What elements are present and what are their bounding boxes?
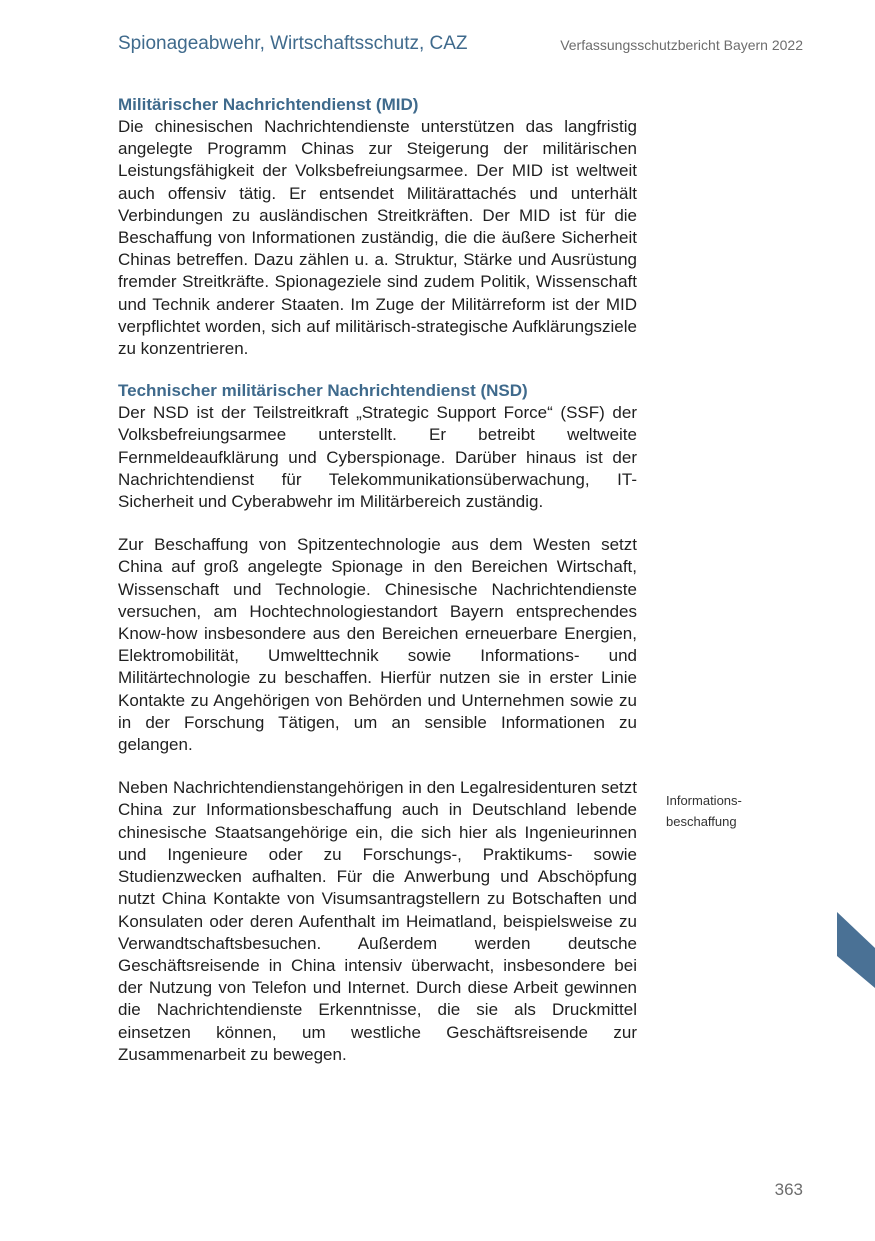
margin-note — [666, 790, 776, 832]
paragraph-informationsbeschaffung: Neben Nachrichtendienstangehörigen in den Legalresidenturen setzt China zur Informationsbeschaffung auch in Deutschland lebende chinesische Staatsangehörige ein, die sich hier als Ingenieurinnen und Ingenieure oder zu Forschungs-, Praktikums- sowie Studienzwecken aufhalten. Für die Anwerbung und Abschöpfung nutzt China Kontakte von Visumsantragstellern zu Botschaften und Konsulaten oder deren Aufenthalt im Heimatland, beispielsweise zu Verwandtschaftsbesuchen. Außerdem werden deutsche Geschäftsreisende in China intensiv überwacht, insbesondere bei der Nutzung von Telefon und Internet. Durch diese Arbeit gewinnen die Nachrichtendienste Erkenntnisse, die sie als Druckmittel einsetzen können, um westliche Geschäftsreisende zur Zusammenarbeit zu bewegen. — [118, 778, 637, 1064]
section-text-mid: Die chinesischen Nachrichtendienste unterstützen das langfristig angelegte Programm Chinas zur Steigerung der militärischen Leistungsfähigkeit der Volksbefreiungsarmee. Der MID ist weltweit auch offensiv tätig. Er entsendet Militärattachés und unterhält Verbindungen zu ausländischen Streitkräften. Der MID ist für die Beschaffung von Informationen zuständig, die die äußere Sicherheit Chinas betreffen. Dazu zählen u. a. Struktur, Stärke und Ausrüstung fremder Streitkräfte. Spionageziele sind zudem Politik, Wissenschaft und Technik anderer Staaten. Im Zuge der Militärreform ist der MID verpflichtet worden, sich auf militärisch-strategische Aufklärungsziele zu konzentrieren. — [118, 117, 637, 359]
page-number: 363 — [774, 1180, 803, 1199]
chapter-edge-tab — [837, 912, 875, 988]
paragraph-spitzentechnologie: Zur Beschaffung von Spitzentechnologie aus dem Westen setzt China auf groß angelegte Spionage in den Bereichen Wirtschaft, Wissenschaft und Technologie. Chinesische Nachrichtendienste versuchen, am Hochtechnologiestandort Bayern entsprechendes Know-how insbesondere aus den Bereichen erneuerbare Energien, Elektromobilität, Umwelttechnik sowie Informations- und Militärtechnologie zu beschaffen. Hierfür nutzen sie in erster Linie Kontakte zu Angehörigen von Behörden und Unternehmen sowie zu in der Forschung Tätigen, um an sensible Informationen zu gelangen. — [118, 535, 637, 755]
margin-note-line-1: Informations- — [666, 793, 742, 808]
section-title-nsd: Technischer militärischer Nachrichtendienst (NSD) — [118, 381, 528, 401]
chapter-title: Spionageabwehr, Wirtschaftsschutz, CAZ — [118, 33, 468, 54]
main-content — [118, 94, 637, 1066]
chapter-edge-tab-shape — [837, 912, 875, 988]
margin-note-line-2: beschaffung — [666, 814, 737, 829]
section-text-nsd: Der NSD ist der Teilstreitkraft „Strategic Support Force“ (SSF) der Volksbefreiungsarmee unterstellt. Er betreibt weltweite Fernmeldeaufklärung und Cyberspionage. Darüber hinaus ist der Nachrichtendienst für Telekommunikationsüberwachung, IT-Sicherheit und Cyberabwehr im Militärbereich zuständig. — [118, 403, 637, 512]
publication-title: Verfassungsschutzbericht Bayern 2022 — [560, 37, 803, 53]
section-title-mid: Militärischer Nachrichtendienst (MID) — [118, 95, 419, 114]
